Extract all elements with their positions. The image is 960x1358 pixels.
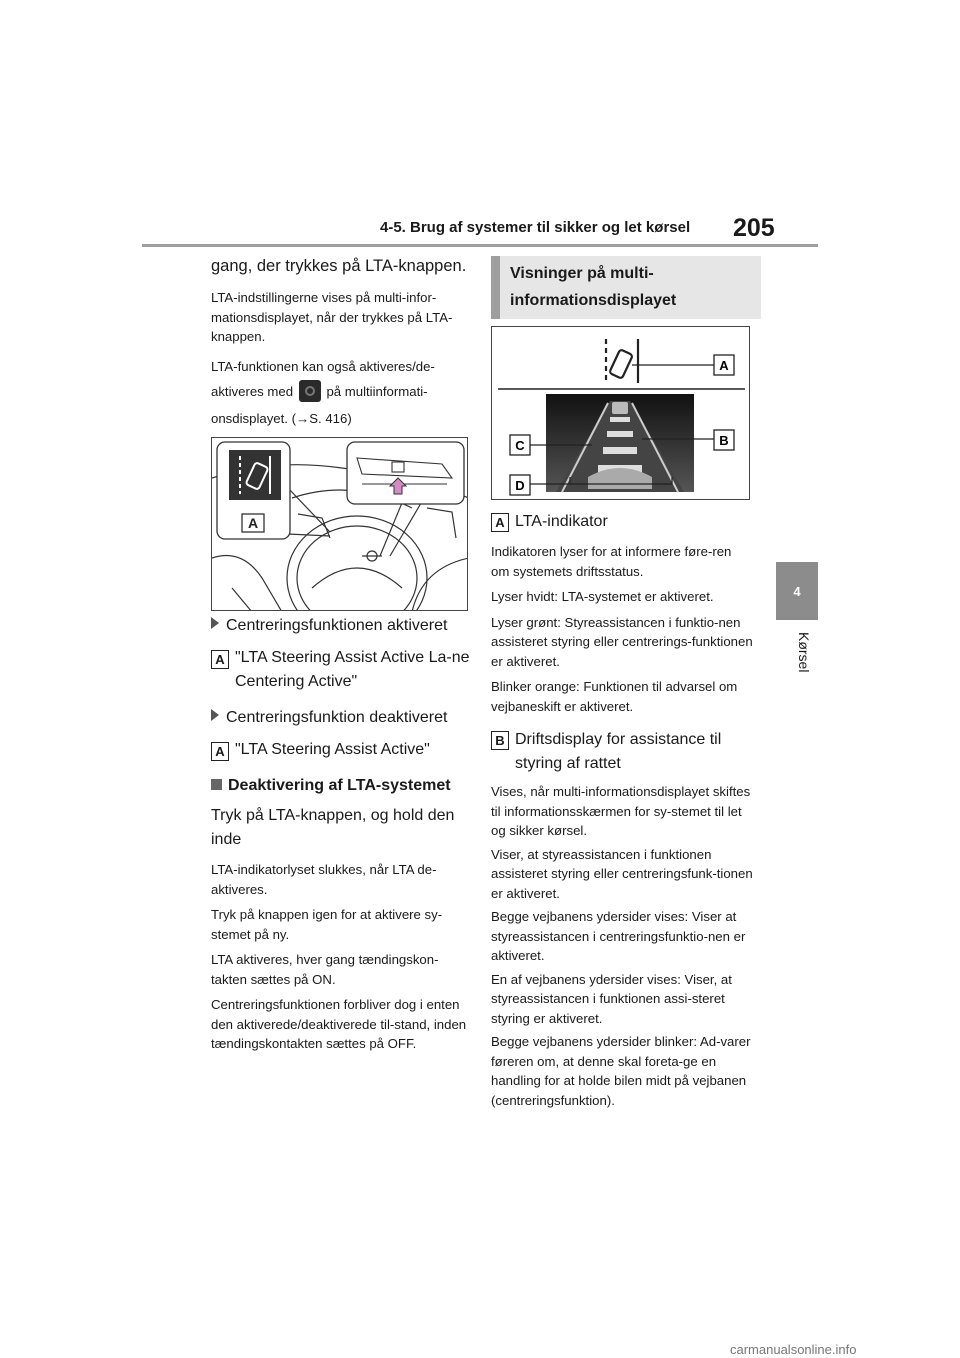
paragraph: Tryk på LTA-knappen, og hold den inde bbox=[211, 807, 455, 848]
arrow-right-icon: → bbox=[296, 411, 310, 426]
paragraph: LTA aktiveres, hver gang tændingskon-takten sættes på ON. bbox=[211, 952, 439, 987]
paragraph: Begge vejbanens ydersider vises: Viser at styreassistancen i centreringsfunktio-nen er aktiveret. bbox=[491, 909, 746, 963]
section-title: 4-5. Brug af systemer til sikker og let kørsel bbox=[380, 219, 691, 236]
left-column-lower bbox=[211, 614, 473, 1054]
item-title: Driftsdisplay for assistance til styring af rattet bbox=[515, 731, 722, 772]
section-heading-box bbox=[491, 256, 761, 319]
steering-wheel-drawing bbox=[212, 438, 468, 611]
paragraph: LTA-indstillingerne vises på multi-infor-mationsdisplayet, når der trykkes på LTA-knappen. bbox=[211, 290, 453, 344]
chapter-tab[interactable]: 4 bbox=[776, 562, 818, 620]
header-rule bbox=[142, 244, 818, 247]
label-a-badge: A bbox=[211, 650, 229, 669]
item-text: "LTA Steering Assist Active" bbox=[235, 741, 430, 758]
label-item bbox=[211, 738, 473, 762]
label-a-badge: A bbox=[491, 513, 509, 532]
display-drawing bbox=[492, 327, 750, 500]
text: onsdisplayet. ( bbox=[211, 411, 297, 426]
section-heading: Visninger på multi-informationsdisplayet bbox=[510, 265, 677, 309]
label-item bbox=[491, 510, 753, 534]
triangle-bullet-icon bbox=[211, 617, 219, 629]
right-column bbox=[491, 510, 753, 1110]
figure-label-b: B bbox=[719, 433, 729, 448]
label-item bbox=[491, 728, 753, 776]
paragraph: Blinker orange: Funktionen til advarsel om vejbaneskift er aktiveret. bbox=[491, 679, 738, 714]
bullet-text: Centreringsfunktionen aktiveret bbox=[226, 617, 448, 634]
item-title: LTA-indikator bbox=[515, 513, 608, 530]
chapter-label: Kørsel bbox=[796, 632, 812, 673]
label-item bbox=[211, 646, 473, 694]
text: på multiinformati- bbox=[326, 384, 428, 399]
bullet-text: Centreringsfunktion deaktiveret bbox=[226, 709, 448, 726]
paragraph: En af vejbanens ydersider vises: Viser, at styreassistancen i funktionen assi-steret styring er aktiveret. bbox=[491, 971, 732, 1026]
paragraph: Indikatoren lyser for at informere føre-ren om systemets driftsstatus. bbox=[491, 544, 732, 579]
page-number: 205 bbox=[733, 214, 775, 242]
paragraph: Centreringsfunktionen forbliver dog i enten den aktiverede/deaktiverede til-stand, inden tændingskontakten sættes på OFF. bbox=[211, 997, 467, 1051]
bullet-item bbox=[211, 706, 473, 730]
steering-wheel-illustration bbox=[211, 437, 468, 611]
paragraph: gang, der trykkes på LTA-knappen. bbox=[211, 257, 467, 275]
figure-label-d: D bbox=[515, 478, 525, 493]
figure-label-a: A bbox=[719, 358, 729, 373]
paragraph-with-icon bbox=[211, 376, 469, 408]
watermark-text[interactable]: carmanualsonline.info bbox=[730, 1342, 857, 1357]
square-bullet-icon bbox=[211, 779, 222, 790]
paragraph: Tryk på knappen igen for at aktivere sy-stemet på ny. bbox=[211, 907, 443, 942]
label-b-badge: B bbox=[491, 731, 509, 750]
settings-gear-icon bbox=[299, 380, 321, 402]
triangle-bullet-icon bbox=[211, 709, 219, 721]
paragraph: Vises, når multi-informationsdisplayet skiftes til informationsskærmen for sy-stemet til let og sikker kørsel. bbox=[491, 784, 751, 838]
paragraph: LTA-funktionen kan også aktiveres/de- bbox=[211, 358, 435, 374]
multi-information-display-illustration bbox=[491, 326, 750, 500]
figure-label-c: C bbox=[515, 438, 525, 453]
subheading bbox=[211, 774, 473, 798]
left-column bbox=[211, 254, 469, 430]
figure-label-a: A bbox=[247, 515, 259, 531]
text: aktiveres med bbox=[211, 384, 294, 399]
bullet-item bbox=[211, 614, 473, 638]
paragraph: Begge vejbanens ydersider blinker: Ad-varer føreren om, at denne skal foreta-ge en handling for at holde bilen midt på vejbanen (centreringsfunktion). bbox=[491, 1034, 751, 1108]
subheading-text: Deaktivering af LTA-systemet bbox=[228, 777, 451, 794]
paragraph: Lyser grønt: Styreassistancen i funktio-nen assisteret styring eller centrerings-funktionen er aktiveret. bbox=[491, 614, 753, 669]
paragraph: Lyser hvidt: LTA-systemet er aktiveret. bbox=[491, 589, 714, 604]
paragraph: Viser, at styreassistancen i funktionen assisteret styring eller centreringsfunk-tionen er aktiveret. bbox=[491, 846, 753, 901]
paragraph: LTA-indikatorlyset slukkes, når LTA de-aktiveres. bbox=[211, 862, 437, 897]
label-a-badge: A bbox=[211, 742, 229, 761]
page-reference-link[interactable]: S. 416) bbox=[309, 411, 352, 426]
item-text: "LTA Steering Assist Active La-ne Centering Active" bbox=[235, 649, 470, 690]
paragraph bbox=[211, 408, 469, 430]
